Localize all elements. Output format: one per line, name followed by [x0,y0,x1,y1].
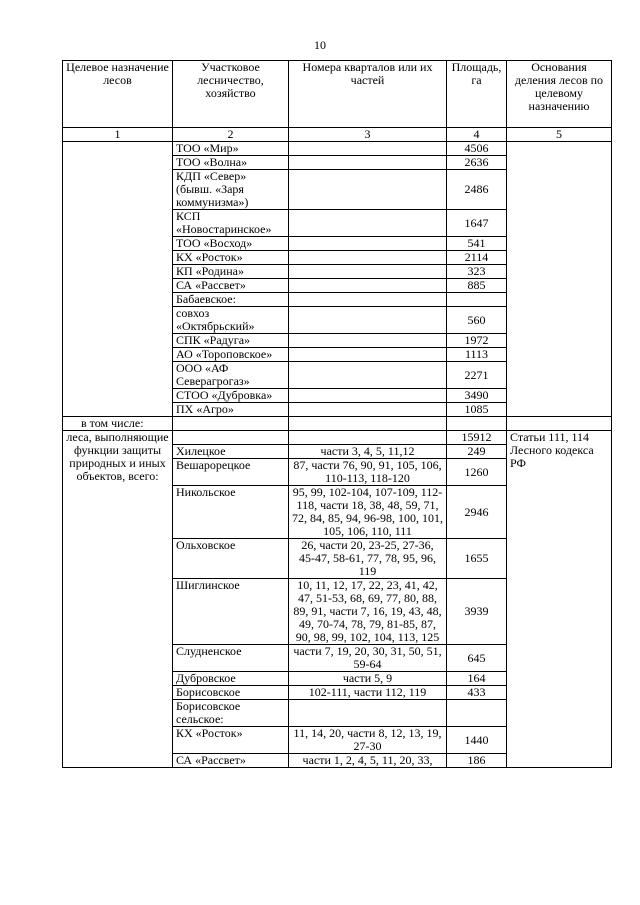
in-that-label: в том числе: [63,417,173,431]
quarters-cell [289,170,447,210]
area-cell: 1972 [447,334,507,348]
unit-name: Борисовское [173,686,289,700]
empty-cell [507,417,612,431]
quarters-cell [289,142,447,156]
purpose-cell-empty [63,142,173,417]
quarters-cell [289,389,447,403]
area-cell: 3939 [447,579,507,645]
page-number: 10 [314,38,326,52]
quarters-cell: 102-111, части 112, 119 [289,686,447,700]
unit-name: Слудненское [173,645,289,672]
area-cell: 645 [447,645,507,672]
unit-name: СПК «Радуга» [173,334,289,348]
area-cell: 1655 [447,539,507,579]
table-row [63,142,612,156]
area-cell: 1113 [447,348,507,362]
basis-label: Статьи 111, 114 Лесного кодекса РФ [507,431,612,768]
area-cell: 323 [447,265,507,279]
unit-name: АО «Тороповское» [173,348,289,362]
quarters-cell: 95, 99, 102-104, 107-109, 112-118, части 18, 38, 48, 59, 71, 72, 84, 85, 94, 96-98, 100, 101, 105, 106, 110, 111 [289,486,447,539]
area-cell: 541 [447,237,507,251]
area-cell: 2636 [447,156,507,170]
unit-name: Шиглинское [173,579,289,645]
area-cell: 164 [447,672,507,686]
quarters-cell [289,251,447,265]
quarters-cell [289,265,447,279]
area-cell: 2946 [447,486,507,539]
header-cell: Основания деления лесов по целевому назначению [507,61,612,128]
header-cell: Участковое лесничество, хозяйство [173,61,289,128]
quarters-cell: части 5, 9 [289,672,447,686]
area-cell [447,293,507,307]
area-cell: 3490 [447,389,507,403]
header-cell: Площадь, га [447,61,507,128]
quarters-cell [289,156,447,170]
quarters-cell [289,362,447,389]
column-number-row [63,128,612,142]
unit-name: совхоз «Октябрьский» [173,307,289,334]
quarters-cell [289,237,447,251]
unit-name: Никольское [173,486,289,539]
quarters-cell: 10, 11, 12, 17, 22, 23, 41, 42, 47, 51-53, 68, 69, 77, 80, 88, 89, 91, части 7, 16, 19, 43, 48, 49, 70-74, 78, 79, 81-85, 87, 90, 98, 99, 102, 104, 113, 125 [289,579,447,645]
column-number: 2 [173,128,289,142]
area-cell: 186 [447,754,507,768]
header-row [63,61,612,128]
quarters-cell: 87, части 76, 90, 91, 105, 106, 110-113, 118-120 [289,459,447,486]
quarters-cell [289,403,447,417]
unit-name: КХ «Росток» [173,251,289,265]
unit-name: ТОО «Волна» [173,156,289,170]
quarters-cell [289,348,447,362]
table-row [63,417,612,431]
unit-name: Ольховское [173,539,289,579]
purpose-label: леса, выполняющие функции защиты природных и иных объектов, всего: [63,431,173,768]
quarters-cell [289,334,447,348]
area-cell: 1085 [447,403,507,417]
area-cell: 2486 [447,170,507,210]
column-number: 1 [63,128,173,142]
empty-cell [173,431,289,445]
empty-cell [289,417,447,431]
quarters-cell: 11, 14, 20, части 8, 12, 13, 19, 27-30 [289,727,447,754]
forest-table [62,60,612,768]
area-cell: 1440 [447,727,507,754]
quarters-cell: 26, части 20, 23-25, 27-36, 45-47, 58-61, 77, 78, 95, 96, 119 [289,539,447,579]
header-cell: Номера кварталов или их частей [289,61,447,128]
empty-cell [173,417,289,431]
quarters-cell [289,700,447,727]
quarters-cell [289,307,447,334]
quarters-cell [289,293,447,307]
quarters-cell: части 7, 19, 20, 30, 31, 50, 51, 59-64 [289,645,447,672]
empty-cell [447,417,507,431]
unit-name: Хилецкое [173,445,289,459]
unit-name: ООО «АФ Северагрогаз» [173,362,289,389]
unit-name: ПХ «Агро» [173,403,289,417]
area-cell: 4506 [447,142,507,156]
area-cell: 2114 [447,251,507,265]
unit-name: СА «Рассвет» [173,279,289,293]
unit-name: КДП «Север» (бывш. «Заря коммунизма») [173,170,289,210]
unit-name: КП «Родина» [173,265,289,279]
unit-name: Борисовское сельское: [173,700,289,727]
area-cell: 1647 [447,210,507,237]
area-cell: 2271 [447,362,507,389]
unit-name: Бабаевское: [173,293,289,307]
total-area: 15912 [447,431,507,445]
unit-name: КСП «Новостаринское» [173,210,289,237]
quarters-cell: части 1, 2, 4, 5, 11, 20, 33, [289,754,447,768]
unit-name: СА «Рассвет» [173,754,289,768]
area-cell: 885 [447,279,507,293]
unit-name: Вешарорецкое [173,459,289,486]
unit-name: КХ «Росток» [173,727,289,754]
quarters-cell [289,279,447,293]
column-number: 4 [447,128,507,142]
column-number: 3 [289,128,447,142]
area-cell: 560 [447,307,507,334]
area-cell [447,700,507,727]
area-cell: 433 [447,686,507,700]
area-cell: 249 [447,445,507,459]
unit-name: СТОО «Дубровка» [173,389,289,403]
basis-cell-empty [507,142,612,417]
unit-name: ТОО «Восход» [173,237,289,251]
empty-cell [289,431,447,445]
unit-name: ТОО «Мир» [173,142,289,156]
quarters-cell [289,210,447,237]
column-number: 5 [507,128,612,142]
unit-name: Дубровское [173,672,289,686]
quarters-cell: части 3, 4, 5, 11,12 [289,445,447,459]
header-cell: Целевое назначение лесов [63,61,173,128]
area-cell: 1260 [447,459,507,486]
total-row [63,431,612,445]
